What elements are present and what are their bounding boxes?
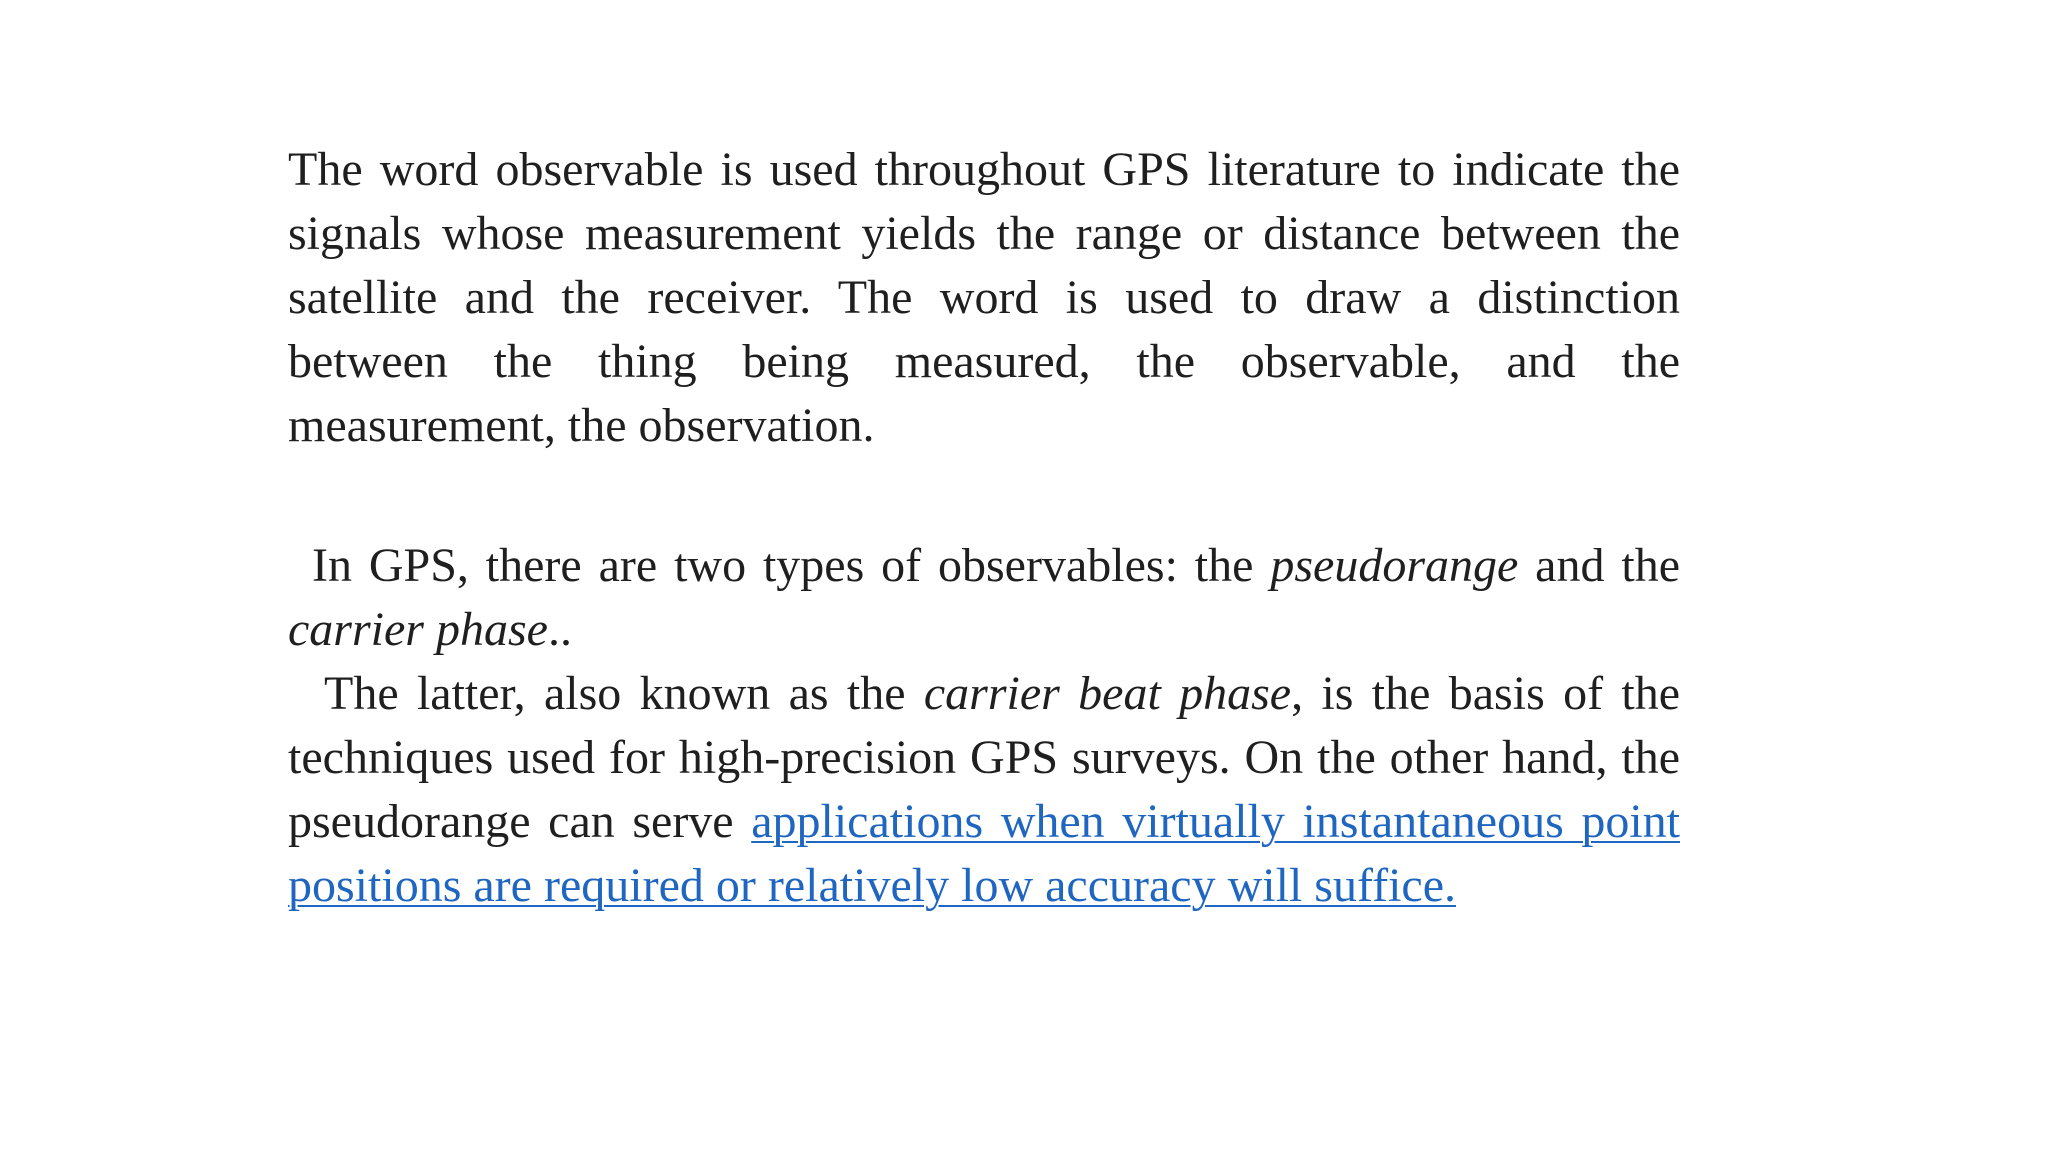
term-carrier-phase: carrier phase bbox=[288, 603, 548, 656]
term-pseudorange: pseudorange bbox=[1270, 539, 1519, 592]
paragraph-3-before: The latter, also known as the bbox=[324, 667, 924, 720]
paragraph-observable-types bbox=[288, 534, 1680, 662]
applications-link[interactable]: applications when virtually instantaneous point positions are required or relatively low accuracy will suffice. bbox=[288, 795, 1680, 912]
paragraph-2-before: In GPS, there are two types of observables: the bbox=[312, 539, 1271, 592]
paragraph-1-text: The word observable is used throughout GPS literature to indicate the signals whose measurement yields the range or distance between the satellite and the receiver. The word is used to draw a distinction between the thing being measured, the observable, and the measurement, the observation. bbox=[288, 143, 1680, 452]
paragraph-2-middle: and the bbox=[1518, 539, 1680, 592]
term-carrier-beat-phase: carrier beat phase bbox=[923, 667, 1292, 720]
paragraph-carrier-beat-phase bbox=[288, 662, 1680, 918]
paragraph-2-after: .. bbox=[547, 603, 572, 656]
paragraph-observable-definition bbox=[288, 138, 1680, 458]
paragraph-3-middle: , is the basis of the techniques used for high-precision GPS surveys. On the other hand, the pseudorange can serve bbox=[288, 667, 1681, 848]
